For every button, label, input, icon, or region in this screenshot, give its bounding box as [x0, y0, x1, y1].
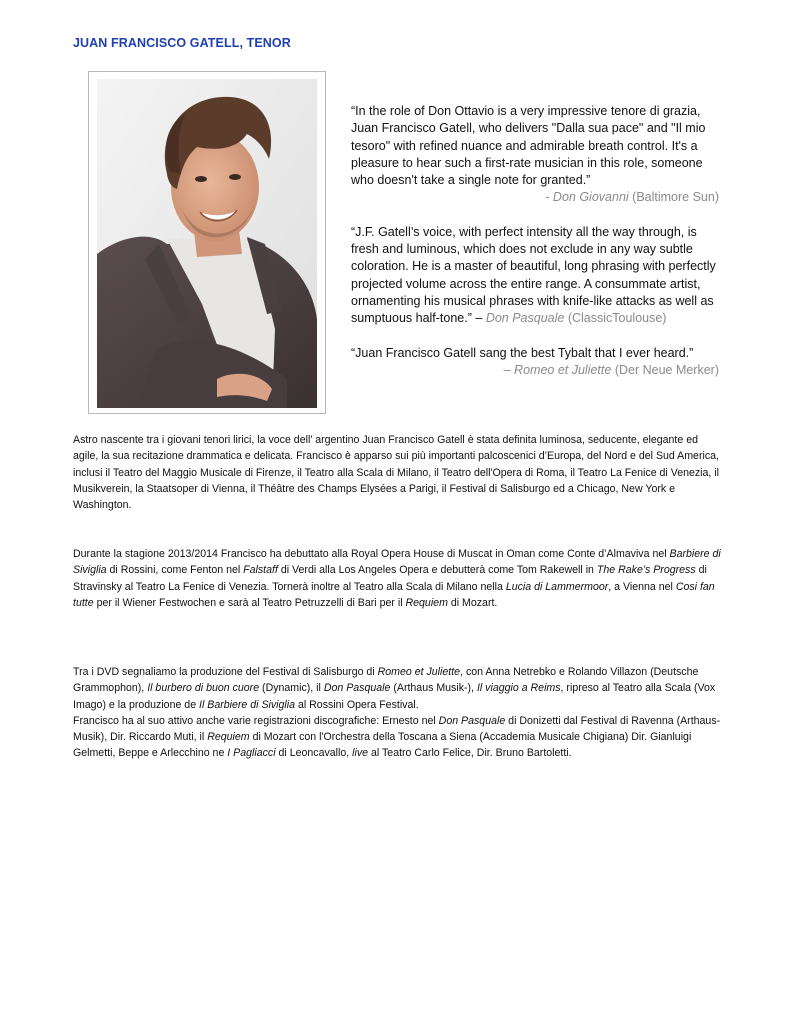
opera-title: Romeo et Juliette — [377, 666, 461, 678]
bio-paragraph-season — [73, 546, 721, 611]
text-run: di Donizetti dal Festival di Ravenna (Arthaus-Musik), Dir. Riccardo Muti, il — [73, 714, 721, 744]
text-run: al Teatro Carlo Felice, Dir. Bruno Bartoletti. — [368, 747, 572, 760]
text-run: (Dynamic), il — [259, 682, 324, 695]
opera-title: Barbiere di Siviglia — [73, 548, 721, 577]
portrait-photo — [97, 79, 317, 408]
quote-source: (ClassicToulouse) — [567, 311, 667, 326]
quote-text: “Juan Francisco Gatell sang the best Tybalt that I ever heard.” — [351, 345, 694, 360]
bio-paragraph-recordings — [73, 664, 721, 762]
quote-work: - Don Giovanni — [545, 190, 629, 205]
quote-don-pasquale — [351, 224, 719, 328]
opera-title: Il Barbiere di Siviglia — [199, 698, 296, 711]
text-run: , a Vienna nel — [608, 580, 676, 593]
press-quotes — [351, 103, 719, 396]
opera-title: Don Pasquale — [438, 714, 506, 727]
text-run: , con Anna Netrebko e Rolando Villazon (Deutsche Grammophon), — [73, 666, 699, 695]
portrait-frame — [88, 71, 326, 414]
quote-attribution — [351, 362, 719, 379]
text-run: di Mozart. — [447, 596, 498, 609]
text-run: , ripreso al Teatro alla Scala (Vox Imago) e la produzione de — [73, 682, 716, 711]
quote-work: – Romeo et Juliette — [503, 362, 612, 377]
bio-text — [73, 713, 721, 762]
opera-title: Falstaff — [243, 564, 278, 577]
opera-title: Il viaggio a Reims — [476, 682, 561, 695]
text-run: di Mozart con l'Orchestra della Toscana a Siena (Accademia Musicale Chigiana) Dir. Gianluigi Gelmetti, Beppe e Arlecchino ne — [73, 731, 692, 760]
quote-don-giovanni — [351, 103, 719, 207]
bio-paragraph-intro — [73, 432, 721, 513]
bio-text: Astro nascente tra i giovani tenori lirici, la voce dell’ argentino Juan Francisco Gatell è stata definita luminosa, seducente, elegante ed agile, la sua recitazione drammatica e delicata. Francisco è apparso sui più importanti palcoscenici d’Europa, del Nord e del Sud America, inclusi il Teatro del Maggio Musicale di Firenze, il Teatro alla Scala di Milano, il Teatro dell'Opera di Roma, il Teatro La Fenice di Venezia, il Musikverein, la Staatsoper di Vienna, il Théâtre des Champs Elysées a Parigi, il Festival di Salisburgo ed a Chicago, New York e Washington. — [73, 434, 720, 512]
text-run: di Leoncavallo, — [275, 747, 353, 760]
text-run: di Stravinsky al Teatro La Fenice di Venezia. Tornerà inoltre al Teatro alla Scala di Milano nella — [73, 564, 707, 593]
text-run: di Verdi alla Los Angeles Opera e debutterà come Tom Rakewell in — [277, 564, 597, 577]
opera-title: Lucia di Lammermoor — [505, 580, 609, 593]
text-run: Francisco ha al suo attivo anche varie registrazioni discografiche: Ernesto nel — [73, 714, 439, 727]
live-label: live — [352, 747, 369, 760]
bio-text — [73, 546, 721, 611]
quote-source: (Baltimore Sun) — [632, 190, 719, 205]
page-title: JUAN FRANCISCO GATELL, TENOR — [73, 36, 291, 50]
quote-source: (Der Neue Merker) — [614, 362, 719, 377]
quote-text: “In the role of Don Ottavio is a very impressive tenore di grazia, Juan Francisco Gatell, who delivers "Dalla sua pace" and "Il mio tesoro" with refined nuance and admirable breath control. It's a pleasure to hear such a first-rate musician in this role, someone who doesn't take a single note for granted.” — [351, 104, 706, 188]
opera-title: I Pagliacci — [227, 747, 276, 760]
quote-work: Don Pasquale — [485, 311, 565, 326]
quote-attribution — [351, 189, 719, 206]
opera-title: Il burbero di buon cuore — [147, 682, 260, 695]
text-run: al Rossini Opera Festival. — [295, 698, 419, 711]
text-run: di Rossini, come Fenton nel — [106, 564, 244, 577]
text-run: Tra i DVD segnaliamo la produzione del Festival di Salisburgo di — [73, 666, 378, 678]
text-run: per il Wiener Festwochen e sarà al Teatro Petruzzelli di Bari per il — [93, 596, 406, 609]
quote-text: “J.F. Gatell’s voice, with perfect intensity all the way through, is fresh and luminous, which does not exclude in any way subtle coloration. He is a master of beautiful, long phrasing with perfectly projected volume across the entire range. A consummate artist, ornamenting his musical phrases with knife-like attacks as well as sumptuous half-tone.” – — [351, 224, 716, 326]
opera-title: The Rake’s Progress — [596, 564, 696, 577]
text-run: Durante la stagione 2013/2014 Francisco ha debuttato alla Royal Opera House di Muscat in Oman come Conte d’Almaviva nel — [73, 548, 670, 560]
opera-title: Requiem — [405, 596, 448, 609]
opera-title: Cosi fan tutte — [73, 580, 715, 609]
bio-text — [73, 664, 721, 713]
opera-title: Don Pasquale — [323, 682, 391, 695]
opera-title: Requiem — [207, 731, 250, 744]
quote-romeo-et-juliette — [351, 345, 719, 380]
text-run: (Arthaus Musik-), — [390, 682, 477, 695]
